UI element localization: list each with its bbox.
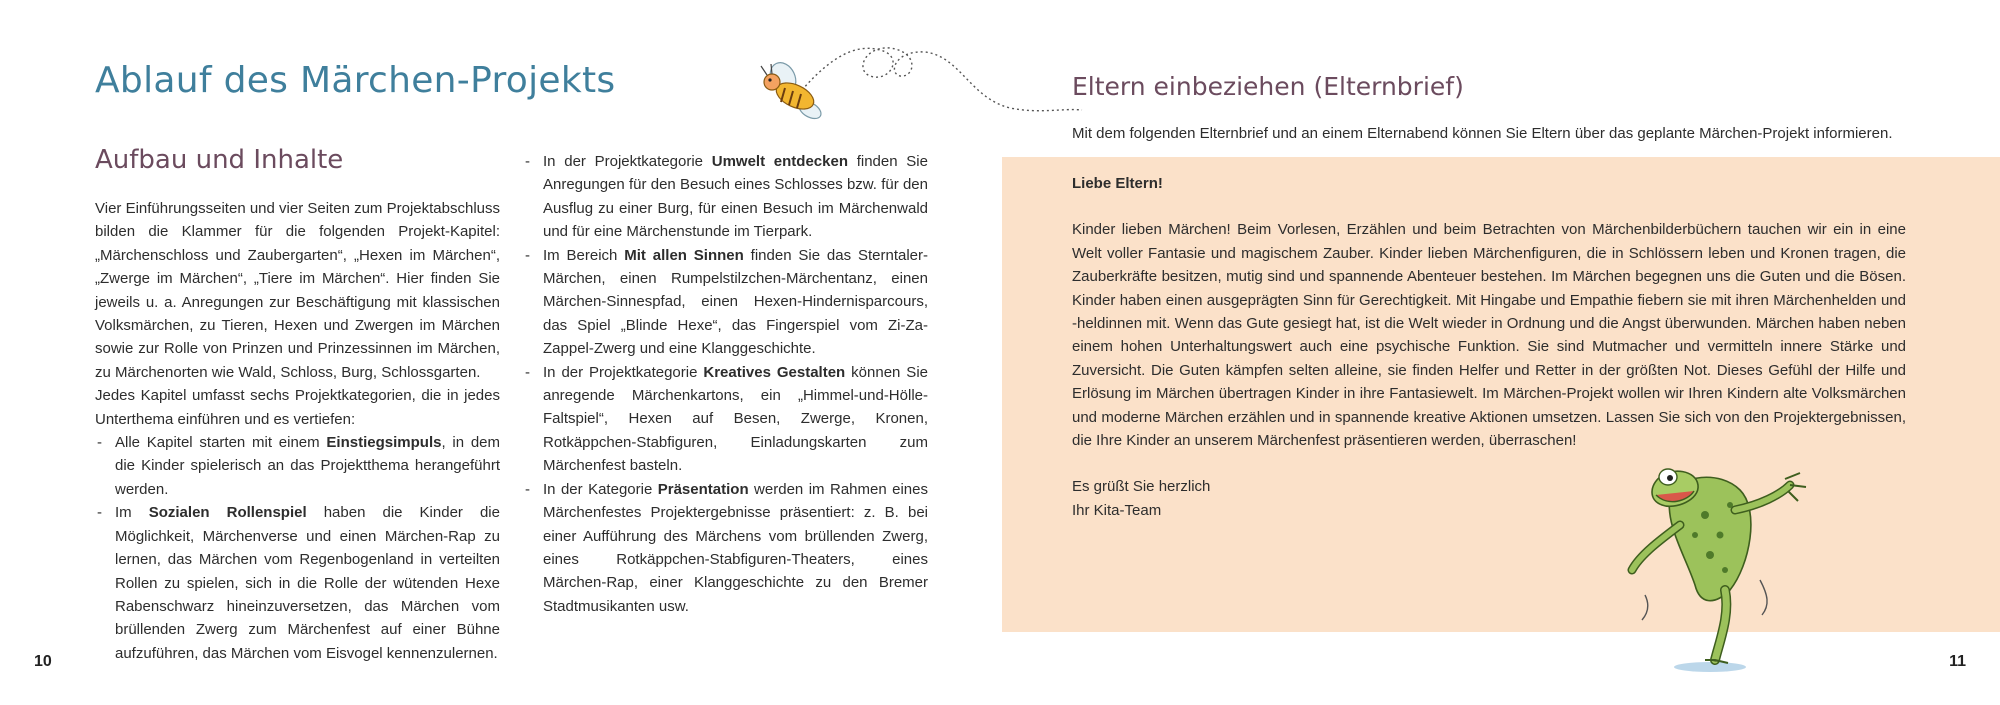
flight-trail-icon [800,38,1090,118]
list-item: - In der Kategorie Präsentation werden im Rahmen eines Märchenfestes Projektergebnisse präsentiert: z. B. bei einer Aufführung des Märchens vom brüllenden Zwerg, eines Rotkäppchen-Stabfiguren-Theaters, eines Märchen-Rap, einer Klanggeschichte zu den Bremer Stadtmusikanten usw. [523,478,928,618]
section-title: Aufbau und Inhalte [95,145,344,175]
right-intro: Mit dem folgenden Elternbrief und an einem Elternabend können Sie Eltern über das geplante Märchen-Projekt informieren. [1072,125,1893,142]
text-column-2 [523,150,928,618]
list-item: - In der Projektkategorie Umwelt entdecken finden Sie Anregungen für den Besuch eines Schlosses bzw. für den Ausflug zu einer Burg, für einen Besuch im Märchenwald und für eine Märchenstunde im Tierpark. [523,150,928,244]
category-list-1 [95,431,500,665]
frog-icon [1610,455,1820,675]
list-item: - In der Projektkategorie Kreatives Gestalten können Sie anregende Märchenkartons, ein „Himmel-und-Hölle-Faltspiel“, Hexen auf Besen, Zwerge, Kronen, Rotkäppchen-Stabfiguren, Einladungskarten zum Märchenfest basteln. [523,361,928,478]
letter-closing: Es grüßt Sie herzlich [1072,478,1211,496]
letter-signature: Ihr Kita-Team [1072,501,1162,519]
category-list-2 [523,150,928,618]
bee-icon [755,58,835,128]
intro-paragraph-2: Jedes Kapitel umfasst sechs Projektkategorien, die in jedes Unterthema einführen und es vertiefen: [95,387,500,428]
list-item: - Im Bereich Mit allen Sinnen finden Sie das Sterntaler-Märchen, einen Rumpelstilzchen-Märchentanz, einen Märchen-Sinnespfad, einen Hexen-Hindernisparcours, das Spiel „Blinde Hexe“, das Fingerspiel vom Zi-Za-Zappel-Zwerg und eine Klanggeschichte. [523,244,928,361]
letter-greeting: Liebe Eltern! [1072,175,1163,192]
page-number-left: 10 [34,653,52,670]
list-item: - Im Sozialen Rollenspiel haben die Kinder die Möglichkeit, Märchenverse und einen Märchen-Rap zu lernen, das Märchen vom Regenbogenland in verteilten Rollen zu spielen, sich in die Rolle der wütenden Hexe Rabenschwarz hineinzuversetzen, das Märchen vom brüllenden Zwerg zum Märchenfest auf einer Bühne aufzuführen, das Märchen vom Eisvogel kennenzulernen. [95,501,500,665]
letter-body: Kinder lieben Märchen! Beim Vorlesen, Erzählen und beim Betrachten von Märchenbilderbüchern tauchen wir ein in eine Welt voller Fantasie und magischem Zauber. Kinder lieben Märchenfiguren, die in Schlössern leben und Kronen tragen, die Zauberkräfte besitzen, mutig sind und spannende Abenteuer bestehen. Im Märchen begegnen uns die Guten und die Bösen. Kinder haben einen ausgeprägten Sinn für Gerechtigkeit. Mit Hingabe und Empathie fiebern sie mit ihren Märchenhelden und -heldinnen mit. Wenn das Gute gesiegt hat, ist die Welt wieder in Ordnung und die Angst überwunden. Märchen haben neben einem hohen Unterhaltungswert auch eine psychische Funktion. Sie sind Mutmacher und vermitteln innere Stärke und Zuversicht. Die Guten kämpfen selten alleine, sie finden Helfer und Retter in der größten Not. Dieses Gefühl der Hilfe und Erlösung im Märchen übertragen Kinder in ihre Fantasiewelt. Im Märchen-Projekt wollen wir Ihren Kindern alte Volksmärchen und moderne Märchen erzählen und in spannende kreative Aktionen umsetzen. Lassen Sie sich von den Projektergebnissen, die Ihre Kinder an unserem Märchenfest präsentieren werden, überraschen! [1072,221,1906,450]
intro-paragraph: Vier Einführungsseiten und vier Seiten zum Projektabschluss bilden die Klammer für die folgenden Projekt-Kapitel: „Märchenschloss und Zaubergarten“, „Hexen im Märchen“, „Zwerge im Märchen“, „Tiere im Märchen“. Hier finden Sie jeweils u. a. Anregungen zur Beschäftigung mit klassischen Volksmärchen, zu Tieren, Hexen und Zwergen im Märchen sowie zur Rolle von Prinzen und Prinzessinnen im Märchen, zu Märchenorten wie Wald, Schloss, Burg, Schlossgarten. [95,200,500,381]
page-number-right: 11 [1949,653,1966,670]
text-column-1 [95,197,500,665]
list-item: - Alle Kapitel starten mit einem Einstiegsimpuls, in dem die Kinder spielerisch an das Projektthema herangeführt werden. [95,431,500,501]
right-page-title: Eltern einbeziehen (Elternbrief) [1072,72,1464,101]
page-title: Ablauf des Märchen-Projekts [95,60,616,101]
